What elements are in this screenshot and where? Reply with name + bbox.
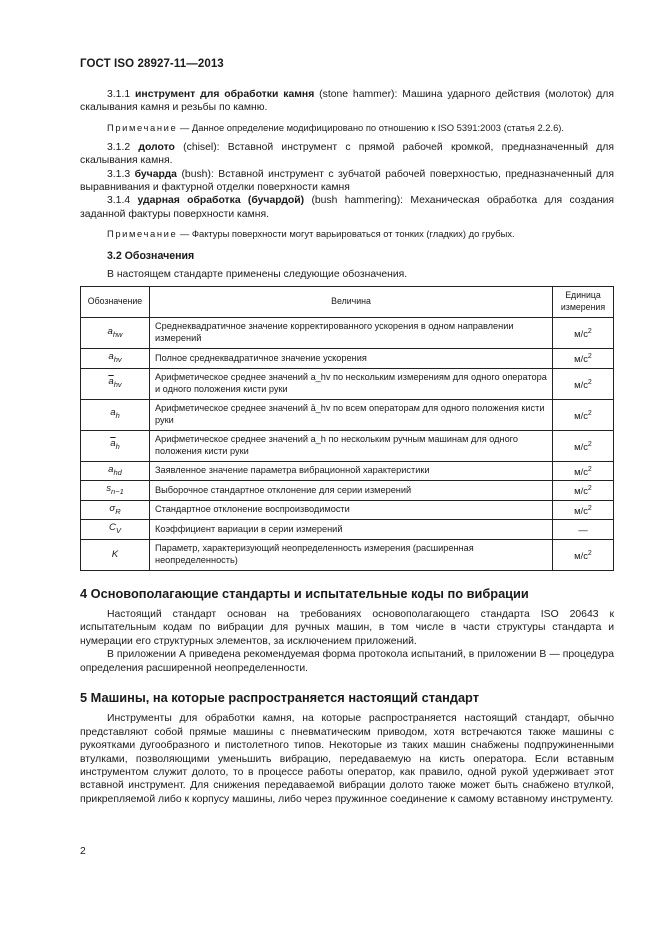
term-3-1-1: 3.1.1 инструмент для обработки камня (stone hammer): Машина ударного действия (молоток) для скалывания камня и резьбы по камню. [80, 89, 614, 114]
quantity-cell: Выборочное стандартное отклонение для серии измерений [150, 481, 553, 501]
unit-cell: $м/с^2$ [553, 539, 614, 570]
table-row [81, 368, 614, 399]
unit-cell: $м/с^2$ [553, 368, 614, 399]
unit-cell: $м/с^2$ [553, 318, 614, 349]
unit-cell: $м/с^2$ [553, 481, 614, 501]
quantity-cell: Среднеквадратичное значение корректированного ускорения в одном направлении измерений [150, 318, 553, 349]
symbol-cell: $\overline{a}_h$ [81, 430, 150, 461]
quantity-cell: Коэффициент вариации в серии измерений [150, 520, 553, 540]
quantity-cell: Заявленное значение параметра вибрационной характеристики [150, 461, 553, 481]
table-row [81, 430, 614, 461]
quantity-cell: Полное среднеквадратичное значение ускорения [150, 349, 553, 369]
section-4-para-1: Настоящий стандарт основан на требованиях основополагающего стандарта ISO 20643 к испытательным кодам по вибрации для ручных машин, в том числе в части структуры стандарта и нумерации его структурных элементов, за исключением приложений. [80, 608, 614, 647]
symbol-cell: $a_{hv}$ [81, 349, 150, 369]
symbols-table [80, 286, 614, 571]
unit-cell: $м/с^2$ [553, 500, 614, 520]
unit-cell: $м/с^2$ [553, 349, 614, 369]
col-header-unit: Единица измерения [553, 287, 614, 318]
note-1: Примечание — Данное определение модифицировано по отношению к ISO 5391:2003 (статья 2.2.6). [107, 121, 565, 133]
symbol-cell: $a_h$ [81, 399, 150, 430]
quantity-cell: Стандартное отклонение воспроизводимости [150, 500, 553, 520]
table-row [81, 500, 614, 520]
term-3-1-2: 3.1.2 долото (chisel): Вставной инструмент с прямой рабочей кромкой, предназначенный для скалывания камня. [80, 141, 614, 167]
table-row [81, 399, 614, 430]
section-5-title: 5 Машины, на которые распространяется настоящий стандарт [80, 690, 479, 705]
quantity-cell: Арифметическое среднее значений ā_hv по всем операторам для одного положения кисти руки [150, 399, 553, 430]
section-5-para-1: Инструменты для обработки камня, на которые распространяется настоящий стандарт, обычно представляют собой прямые машины с пневматическим приводом, хотя встречаются также машины с рукоятками дугообразного и пистолетного типов. Некоторые из таких машин снабжены подпружиненными втулками, позволяющими уменьшить вибрацию, передаваемую на кисть оператора. Если вставным инструментом служит долото, то в процессе работы оператор, как правило, одной рукой удерживает этот вставной инструмент. Для снижения передаваемой вибрации долото также может быть снабжено втулкой, прикрепляемой либо к корпусу машины, либо через пружинное соединение к самому вставному инструменту. [80, 713, 614, 805]
symbol-cell: $\sigma_R$ [81, 500, 150, 520]
table-row [81, 481, 614, 501]
section-4-para-2: В приложении А приведена рекомендуемая форма протокола испытаний, в приложении В — процедура определения расширенной неопределенности. [80, 649, 614, 674]
page-number: 2 [80, 846, 86, 857]
term-3-1-3: 3.1.3 бучарда (bush): Вставной инструмент с зубчатой рабочей поверхностью, предназначенный для выравнивания и фактурной отделки поверхности камня [80, 168, 614, 194]
symbol-cell: $s_{n-1}$ [81, 481, 150, 501]
unit-cell: $м/с^2$ [553, 461, 614, 481]
section-3-2-lead: В настоящем стандарте применены следующие обозначения. [107, 268, 408, 280]
table-row [81, 461, 614, 481]
page-content [80, 88, 614, 806]
symbol-cell: K [81, 539, 150, 570]
quantity-cell: Арифметическое среднее значений a_h по нескольким ручным машинам для одного положения кисти руки [150, 430, 553, 461]
table-row [81, 539, 614, 570]
section-3-2-title: 3.2 Обозначения [107, 250, 195, 263]
symbol-cell: $\overline{a}_{hv}$ [81, 368, 150, 399]
document-header: ГОСТ ISO 28927-11—2013 [80, 58, 224, 70]
unit-cell: — [553, 520, 614, 540]
col-header-symbol: Обозначение [81, 287, 150, 318]
symbol-cell: $C_V$ [81, 520, 150, 540]
symbol-cell: $a_{hd}$ [81, 461, 150, 481]
symbol-cell: $a_{hw}$ [81, 318, 150, 349]
unit-cell: $м/с^2$ [553, 430, 614, 461]
term-3-1-4: 3.1.4 ударная обработка (бучардой) (bush hammering): Механическая обработка для создания заданной фактуры поверхности камня. [80, 195, 615, 220]
table-row [81, 349, 614, 369]
section-4-title: 4 Основополагающие стандарты и испытательные коды по вибрации [80, 585, 529, 601]
table-row [81, 520, 614, 540]
unit-cell: $м/с^2$ [553, 399, 614, 430]
table-row [81, 318, 614, 349]
col-header-value: Величина [150, 287, 553, 318]
note-2: Примечание — Фактуры поверхности могут варьироваться от тонких (гладких) до грубых. [107, 228, 515, 240]
quantity-cell: Арифметическое среднее значений a_hv по нескольким измерениям для одного оператора и одного положения кисти руки [150, 368, 553, 399]
quantity-cell: Параметр, характеризующий неопределенность измерения (расширенная неопределенность) [150, 539, 553, 570]
